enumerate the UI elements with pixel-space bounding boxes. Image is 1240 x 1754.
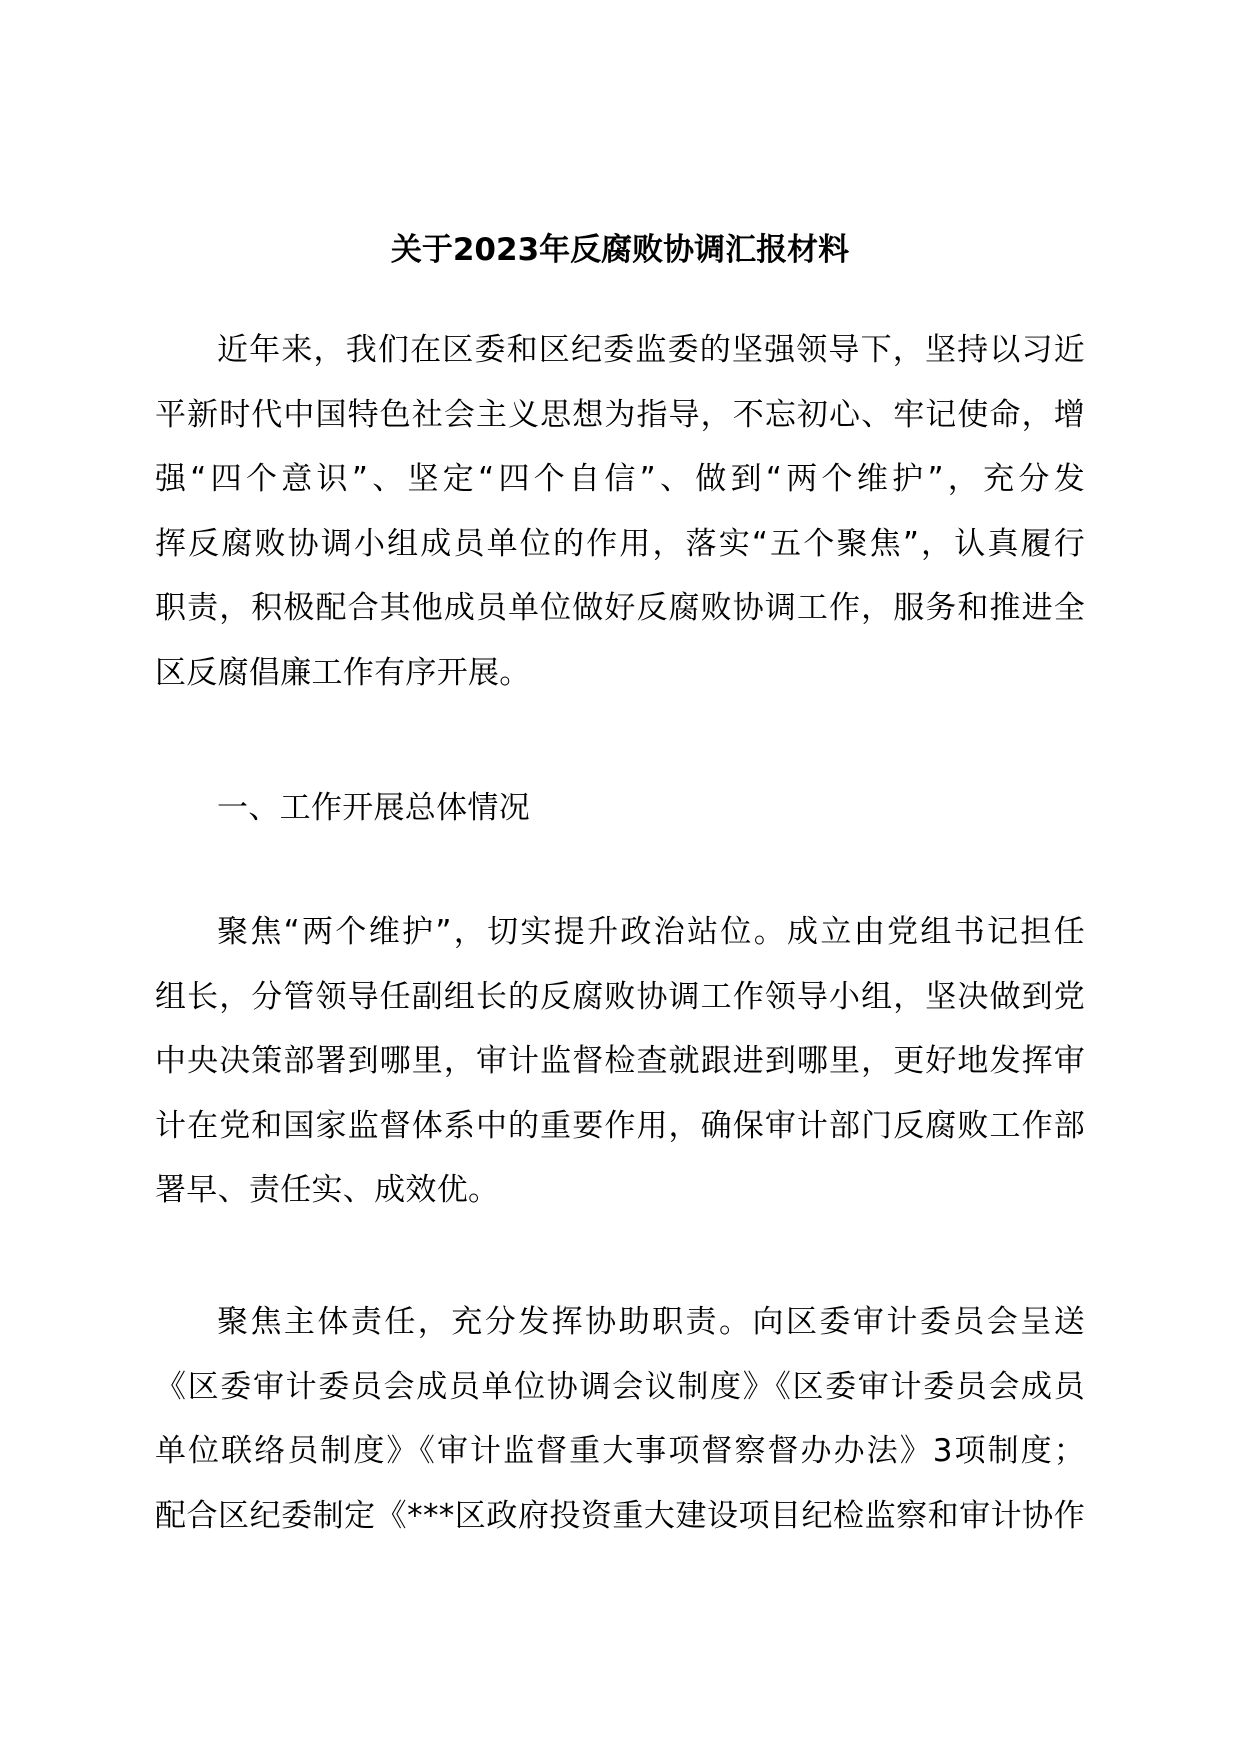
paragraph-main-responsibility bbox=[155, 1290, 1085, 1548]
paragraph-political-stance bbox=[155, 900, 1085, 1223]
paragraph-line: 聚焦“两个维护”，切实提升政治站位。成立由党组书记担任 bbox=[217, 914, 1085, 950]
paragraph-line: 近年来，我们在区委和区纪委监委的坚强领导下，坚持以习近 bbox=[217, 332, 1085, 368]
paragraph-line: 单位联络员制度》《审计监督重大事项督察督办办法》3项制度； bbox=[155, 1433, 1085, 1469]
paragraph-line: 组长，分管领导任副组长的反腐败协调工作领导小组，坚决做到党 bbox=[155, 978, 1085, 1015]
paragraph-line: 署早、责任实、成效优。 bbox=[155, 1172, 500, 1208]
paragraph-line: 《区委审计委员会成员单位协调会议制度》《区委审计委员会成员 bbox=[155, 1368, 1085, 1405]
section-heading bbox=[155, 776, 1085, 841]
paragraph-line: 中央决策部署到哪里，审计监督检查就跟进到哪里，更好地发挥审 bbox=[155, 1043, 1085, 1079]
document-title: 关于2023年反腐败协调汇报材料 bbox=[390, 232, 850, 268]
paragraph-line: 区反腐倡廉工作有序开展。 bbox=[155, 654, 531, 691]
paragraph-line: 配合区纪委制定《***区政府投资重大建设项目纪检监察和审计协作 bbox=[155, 1497, 1085, 1534]
paragraph-line: 平新时代中国特色社会主义思想为指导，不忘初心、牢记使命，增 bbox=[155, 396, 1085, 433]
paragraph-line: 强“四个意识”、坚定“四个自信”、做到“两个维护”，充分发 bbox=[155, 461, 1085, 497]
paragraph-line: 聚焦主体责任，充分发挥协助职责。向区委审计委员会呈送 bbox=[217, 1304, 1085, 1340]
paragraph-intro bbox=[155, 318, 1085, 705]
paragraph-line: 职责，积极配合其他成员单位做好反腐败协调工作，服务和推进全 bbox=[155, 590, 1085, 626]
paragraph-line: 挥反腐败协调小组成员单位的作用，落实“五个聚焦”，认真履行 bbox=[155, 525, 1085, 562]
paragraph-line: 计在党和国家监督体系中的重要作用，确保审计部门反腐败工作部 bbox=[155, 1107, 1085, 1144]
section-heading-text: 一、工作开展总体情况 bbox=[217, 790, 530, 826]
